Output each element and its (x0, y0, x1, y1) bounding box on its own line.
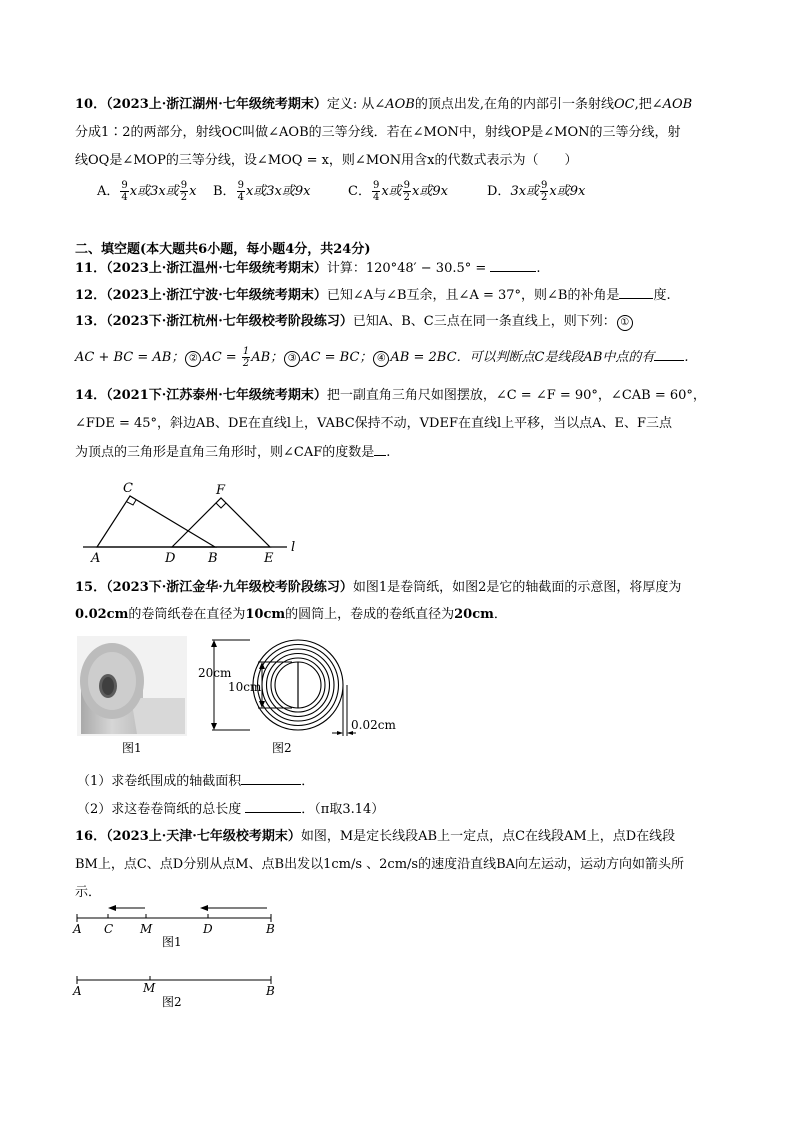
q16-fig1-caption: 图1 (162, 935, 182, 949)
q15-line2: 0.02cm的卷筒纸卷在直径为10cm的圆筒上，卷成的卷纸直径为20cm． (75, 607, 507, 622)
svg-text:D: D (203, 922, 213, 936)
q10-option-b[interactable]: B． $\frac{9}{4}$ x或3x或9x (213, 180, 311, 203)
q13-answer-blank[interactable] (654, 348, 684, 361)
label-d: D (165, 551, 176, 566)
q12-answer-blank[interactable] (619, 286, 653, 299)
dim-10cm: 10cm (228, 680, 262, 694)
dim-20cm: 20cm (198, 666, 232, 680)
label-l: l (291, 540, 296, 555)
q14-line1: 14．（2021下·江苏泰州·七年级统考期末）把一副直角三角尺如图摆放，∠C = ∠F = 90°，∠CAB = 60°， (75, 388, 706, 403)
q15-line1: 15．（2023下·浙江金华·九年级校考阶段练习）如图1是卷筒纸，如图2是它的轴截面的示意图，将厚度为 (75, 580, 682, 595)
q16-line1: 16．（2023上·天津·七年级校考期末）如图，M是定长线段AB上一定点，点C在线段AM上，点D在线段 (75, 829, 676, 844)
svg-text:B: B (266, 984, 275, 998)
svg-text:C: C (104, 922, 114, 936)
label-f: F (216, 483, 226, 498)
label-a: A (91, 551, 101, 566)
q15-sub2: （2）求这卷卷筒纸的总长度 ．（π取3.14） (77, 802, 385, 817)
q15-fig1-caption: 图1 (122, 741, 142, 755)
toilet-roll-image (77, 636, 187, 736)
triangle-def (172, 498, 270, 547)
q14-line2: ∠FDE = 45°，斜边AB、DE在直线l上，VABC保持不动，VDEF在直线l上平移，当以点A、E、F三点 (75, 416, 673, 431)
svg-text:M: M (143, 981, 156, 995)
q11-answer-blank[interactable] (490, 259, 536, 272)
q16-fig2 (70, 968, 290, 1012)
q10-line1: 10．（2023上·浙江湖州·七年级统考期末）定义: 从∠AOB的顶点出发,在角的内部引一条射线OC,把∠AOB (75, 97, 693, 112)
q10-option-c[interactable]: C． $\frac{9}{4}$ x或 $\frac{9}{2}$ x或9x (348, 180, 448, 203)
q15-sub2-blank[interactable] (245, 800, 301, 813)
q14-answer-blank[interactable] (374, 443, 386, 456)
q14-line3: 为顶点的三角形是直角三角形时，则∠CAF的度数是 . (75, 445, 391, 460)
q16-fig2-caption: 图2 (162, 995, 182, 1009)
q15-sub1-blank[interactable] (241, 772, 301, 785)
svg-text:A: A (73, 984, 82, 998)
q10-option-d[interactable]: D．3x或 $\frac{9}{2}$ x或9x (487, 180, 586, 203)
right-angle-c (127, 500, 136, 505)
svg-text:B: B (266, 922, 275, 936)
right-angle-f (216, 503, 226, 508)
q15-cross-section-figure (198, 636, 398, 742)
dim-0-02cm: 0.02cm (351, 718, 396, 732)
label-e: E (264, 551, 274, 566)
q10-source: （2023上·浙江湖州·七年级统考期末） (106, 97, 327, 112)
label-b: B (208, 551, 218, 566)
svg-text:A: A (73, 922, 82, 936)
q10-number: 10． (75, 97, 107, 112)
section-heading: 二、填空题(本大题共6小题，每小题4分，共24分) (75, 242, 371, 257)
q16-fig1 (70, 898, 290, 950)
q12: 12．（2023上·浙江宁波·七年级统考期末）已知∠A与∠B互余，且∠A = 37°，则∠B的补角是 度. (75, 288, 671, 303)
label-c: C (123, 481, 133, 496)
q14-triangle-figure (75, 474, 315, 566)
q15-sub1: （1）求卷纸围成的轴截面积 ． (77, 774, 315, 789)
q10-line2: 分成1∶2的两部分，射线OC叫做∠AOB的三等分线．若在∠MON中，射线OP是∠MON的三等分线，射 (75, 125, 681, 140)
q16-line2: BM上，点C、点D分别从点M、点B出发以1cm/s 、2cm/s的速度沿直线BA向左运动，运动方向如箭头所 (75, 857, 685, 872)
q15-fig2-caption: 图2 (272, 741, 292, 755)
q13-line2: AC + BC = AB； ② AC = $\frac{1}{2}$ AB； ③ AC = BC； ④ AB = 2BC．可以判断点C是线段AB中点的有 . (75, 346, 689, 369)
q10-line3: 线OQ是∠MOP的三等分线，设∠MOQ = x，则∠MON用含x的代数式表示为（ ） (75, 153, 578, 168)
q11: 11．（2023上·浙江温州·七年级统考期末）计算：120°48′ − 30.5° = . (75, 261, 541, 276)
q10-option-a[interactable]: A． $\frac{9}{4}$ x或3x或 $\frac{9}{2}$ x (97, 180, 197, 203)
svg-text:M: M (140, 922, 153, 936)
q13-line1: 13．（2023下·浙江杭州·七年级校考阶段练习）已知A、B、C三点在同一条直线上，则下列： ① (75, 313, 634, 331)
q16-line3: 示． (75, 885, 102, 900)
